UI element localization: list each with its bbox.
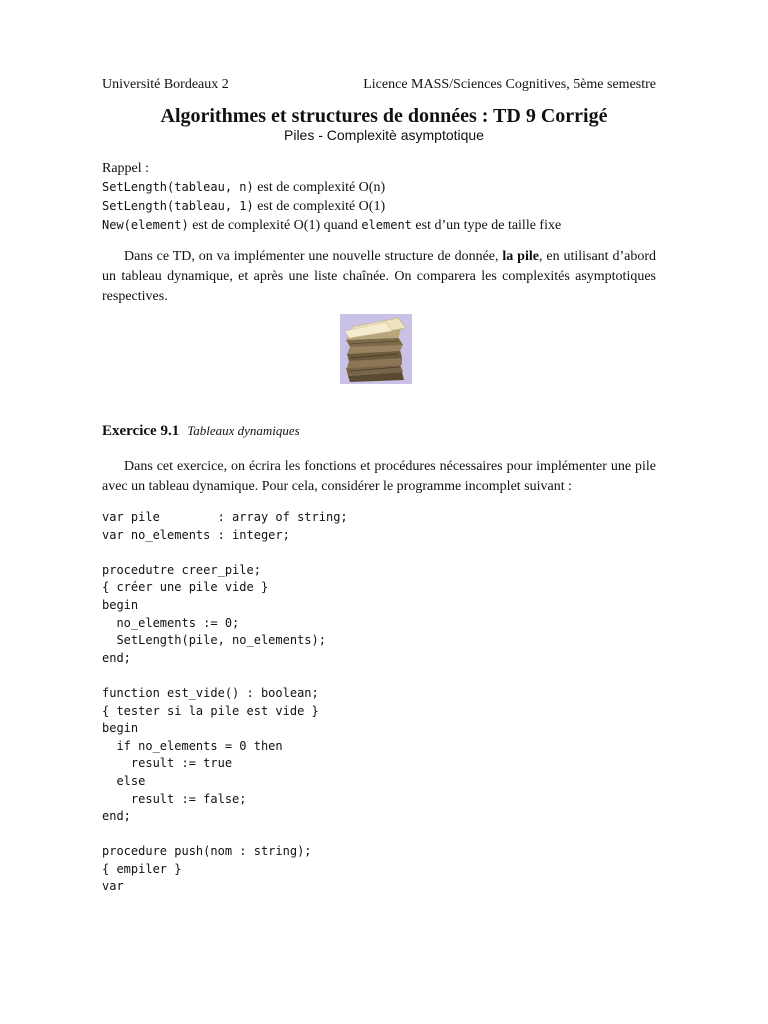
code-line: { empiler } — [102, 861, 182, 876]
code-line: procedure push(nom : string); — [102, 844, 312, 859]
intro-bold-term: la pile — [502, 249, 539, 264]
code-line: { créer une pile vide } — [102, 580, 269, 595]
rappel-line-1 — [102, 178, 662, 197]
code-line: else — [102, 773, 146, 788]
code-block — [102, 509, 662, 896]
header-university: Université Bordeaux 2 — [102, 77, 229, 92]
code-line: var — [102, 879, 124, 894]
rappel-code: element — [361, 218, 412, 232]
paper-stack-icon — [340, 314, 412, 384]
header-course: Licence MASS/Sciences Cognitives, 5ème semestre — [363, 77, 656, 92]
rappel-code: SetLength(tableau, n) — [102, 180, 254, 194]
code-line — [102, 544, 662, 562]
paper-stack-image — [340, 314, 412, 384]
document-subtitle: Piles - Complexitè asymptotique — [284, 127, 484, 143]
exercise-subtitle: Tableaux dynamiques — [187, 423, 300, 438]
code-line: function est_vide() : boolean; — [102, 685, 319, 700]
code-line: procedutre creer_pile; — [102, 562, 261, 577]
rappel-section — [102, 160, 662, 235]
document-title: Algorithmes et structures de données : TD 9 Corrigé — [160, 105, 608, 127]
rappel-text: est de complexité O(1) — [253, 199, 386, 214]
code-line: var pile : array of string; — [102, 510, 348, 524]
rappel-label: Rappel : — [102, 161, 150, 176]
exercise-description: Dans cet exercice, on écrira les fonctions et procédures nécessaires pour implémenter une pile avec un tableau dynamique. Pour cela, considérer le programme incomplet suivant : — [102, 459, 656, 494]
page-header — [102, 77, 656, 97]
code-line: { tester si la pile est vide } — [102, 703, 319, 718]
code-line: if no_elements = 0 then — [102, 738, 283, 753]
code-line: begin — [102, 721, 139, 736]
code-line: end; — [102, 809, 131, 824]
rappel-text: est de complexité O(n) — [253, 180, 386, 195]
rappel-code: New(element) — [102, 218, 189, 232]
rappel-line-2 — [102, 197, 662, 216]
rappel-code: SetLength(tableau, 1) — [102, 199, 254, 213]
intro-paragraph — [102, 247, 656, 307]
rappel-line-3 — [102, 216, 662, 235]
rappel-text: est de complexité O(1) quand — [188, 218, 362, 233]
rappel-text: est d’un type de taille fixe — [411, 218, 562, 233]
code-line: result := true — [102, 756, 233, 771]
code-line: end; — [102, 650, 131, 665]
code-line: SetLength(pile, no_elements); — [102, 633, 326, 648]
code-line: var no_elements : integer; — [102, 527, 290, 542]
exercise-number: Exercice 9.1 — [102, 423, 180, 439]
code-line: begin — [102, 597, 139, 612]
exercise-heading — [102, 423, 300, 440]
code-line — [102, 667, 662, 685]
code-line — [102, 826, 662, 844]
code-line: result := false; — [102, 791, 247, 806]
intro-text-after: , en utilisant d’abord un tableau dynamique, et après une liste chaînée. On comparera les complexités asymptotiques respectives. — [102, 249, 656, 304]
code-line: no_elements := 0; — [102, 615, 240, 630]
intro-text-before: Dans ce TD, on va implémenter une nouvelle structure de donnée, — [124, 249, 503, 264]
